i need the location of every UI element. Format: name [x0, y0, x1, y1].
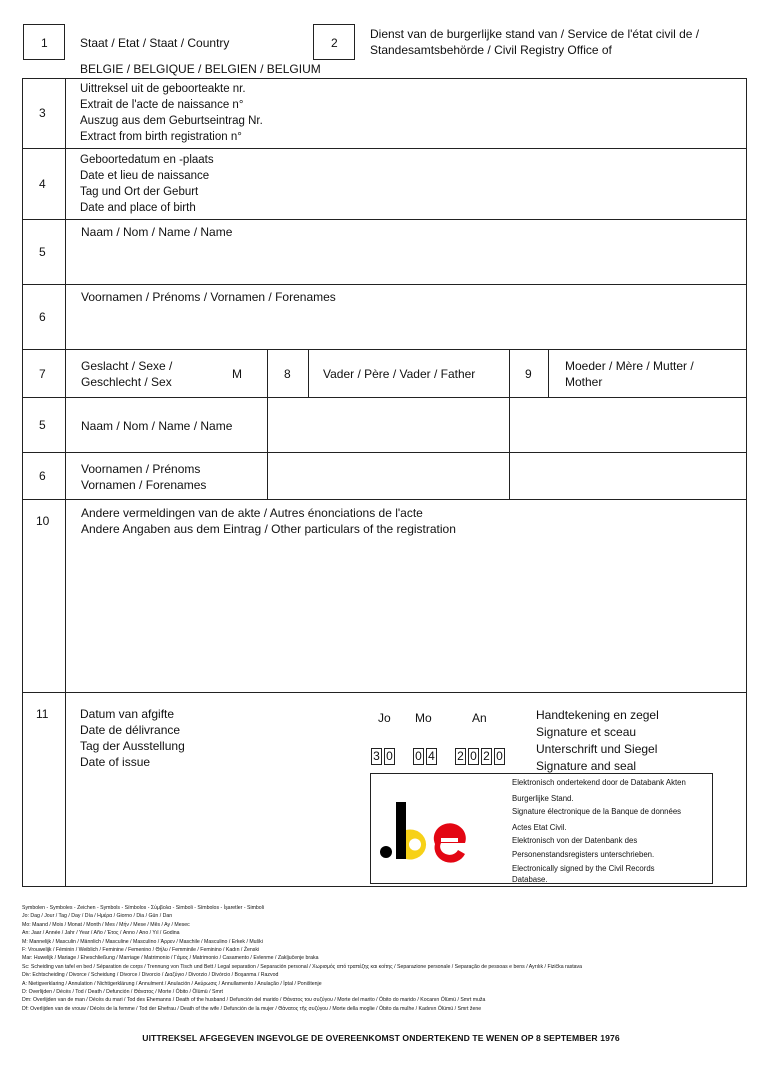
field-number: 5 — [39, 245, 46, 259]
box-1 — [23, 24, 65, 60]
label-line: Vornamen / Forenames — [81, 478, 207, 492]
birth-date-place-label — [80, 152, 214, 216]
row-divider — [22, 349, 747, 350]
esig-line: Database. — [512, 875, 548, 885]
column-divider — [267, 349, 268, 499]
row-divider — [22, 452, 747, 453]
legend-line: Symbolen - Symboles - Zeichen - Symbols - Símbolos - Σύμβολα - Simboli - Símbolos - İşaretler - Simboli — [22, 905, 265, 911]
field-number: 6 — [39, 469, 46, 483]
legend-line: Dm: Overlijden van de man / Décès du mari / Tod des Ehemanns / Death of the husband / Defunción del marido / Θάνατος του συζύγου / Morte del marito / Óbito do marido / Kocanın Ölümü / Smrt muža — [22, 997, 486, 1004]
legend-line: M: Mannelijk / Masculin / Männlich / Masculine / Masculino / Άρρεν / Maschile / Masculino / Erkek / Muški — [22, 938, 263, 945]
number-column-divider — [65, 78, 66, 887]
signature-label — [536, 707, 659, 775]
field-number: 10 — [36, 514, 50, 528]
legend-line: An: Jaar / Année / Jahr / Year / Año / Έτος / Anno / Ano / Yıl / Godina — [22, 930, 180, 937]
esig-line: Actes Etat Civil. — [512, 822, 567, 832]
legend-line: Jo: Dag / Jour / Tag / Day / Día / Ημέρα / Giorno / Dia / Gün / Dan — [22, 913, 173, 920]
legend-line: Sc: Scheiding van tafel en bed / Séparation de corps / Trennung von Tisch und Bett / Legal separation / Separación personal / Χωρισμός από τραπέζης και κοίτης / Separazione personale / Separação de pessoas e bens / Ayrılık / Fizička rastava — [22, 963, 583, 970]
field-number: 11 — [36, 707, 49, 721]
esig-line: Burgerlijke Stand. — [512, 793, 574, 803]
day-digit: 3 — [371, 748, 382, 765]
month-digit: 4 — [426, 748, 437, 765]
field-number: 9 — [525, 367, 532, 381]
esig-line: Electronically signed by the Civil Records — [512, 863, 655, 873]
label-line: Uittreksel uit de geboorteakte nr. — [80, 83, 246, 95]
legend-line: F: Vrouwelijk / Féminin / Weiblich / Feminine / Femenino / Θήλυ / Femminile / Feminino / Kadın / Ženski — [22, 947, 260, 954]
label-line: Andere Angaben aus dem Eintrag / Other particulars of the registration — [81, 522, 456, 536]
label-line: Datum van afgifte — [80, 707, 175, 721]
label-line: Handtekening en zegel — [536, 708, 659, 722]
row-divider — [22, 219, 747, 220]
esig-line: Signature électronique de la Banque de données — [512, 807, 682, 817]
column-divider — [308, 349, 309, 397]
country-value: BELGIE / BELGIQUE / BELGIEN / BELGIUM — [80, 62, 321, 76]
year-digit: 0 — [494, 748, 505, 765]
year-label: An — [472, 711, 487, 725]
field-number: 4 — [39, 177, 46, 191]
label-line: Extract from birth registration n° — [80, 131, 242, 143]
label-line: Voornamen / Prénoms — [81, 462, 201, 476]
column-divider — [509, 349, 510, 499]
field-number: 1 — [41, 36, 48, 50]
label-line: Date de délivrance — [80, 723, 181, 737]
country-label: Staat / Etat / Staat / Country — [80, 36, 230, 50]
office-label-line1: Dienst van de burgerlijke stand van / Service de l'état civil de / — [370, 27, 700, 41]
legend-line: Mo: Maand / Mois / Monat / Month / Mes / Μήν / Mese / Mês / Ay / Mesec — [22, 921, 190, 928]
electronic-signature-text — [512, 776, 712, 884]
field-number: 2 — [331, 36, 338, 50]
label-line: Mother — [565, 375, 603, 389]
legend-line: D: Overlijden / Décès / Tod / Death / Defunción / Θάνατος / Morte / Óbito / Ölümü / Smrt — [22, 989, 223, 996]
field-number: 3 — [39, 106, 46, 120]
label-line: Tag und Ort der Geburt — [80, 186, 199, 198]
label-line: Date et lieu de naissance — [80, 170, 210, 182]
label-line: Signature and seal — [536, 759, 637, 773]
row-divider — [22, 397, 747, 398]
row-divider — [22, 284, 747, 285]
symbols-legend — [22, 904, 582, 1013]
label-line: Geboortedatum en -plaats — [80, 154, 214, 166]
esig-line: Elektronisch von der Datenbank des — [512, 836, 638, 846]
month-digit: 0 — [413, 748, 424, 765]
label-line: Tag der Ausstellung — [80, 739, 185, 753]
label-line: Signature et sceau — [536, 725, 637, 739]
other-particulars-label — [81, 505, 456, 537]
be-logo — [379, 796, 477, 866]
sex-label — [81, 358, 172, 390]
row-divider — [22, 148, 747, 149]
day-digit: 0 — [384, 748, 395, 765]
label-line: Auszug aus dem Geburtseintrag Nr. — [80, 115, 263, 127]
parent-forenames-label — [81, 461, 206, 493]
field-number: 7 — [39, 367, 46, 381]
column-divider — [548, 349, 549, 397]
field-number: 6 — [39, 310, 46, 324]
sex-value: M — [232, 367, 242, 381]
date-of-issue-label — [80, 706, 185, 770]
legend-line: A: Nietigverklaring / Annulation / Nichtigerklärung / Annulment / Anulación / Ακύρωσις / Annullamento / Anulação / İptal / Poništenje — [22, 980, 322, 987]
legend-line: Df: Overlijden van de vrouw / Décès de la femme / Tod der Ehefrau / Death of the wife / Defunción de la mujer / Θάνατος τῆς συζύγου / Morte della moglie / Óbito da mulhe / Kadının Ölümü / Smrt žene — [22, 1005, 482, 1012]
label-line: Date and place of birth — [80, 202, 196, 214]
parent-name-label: Naam / Nom / Name / Name — [81, 419, 233, 433]
name-label: Naam / Nom / Name / Name — [81, 225, 233, 239]
year-digit: 2 — [481, 748, 492, 765]
year-digit: 2 — [455, 748, 466, 765]
label-line: Geschlecht / Sex — [81, 375, 172, 389]
field-number: 5 — [39, 418, 46, 432]
label-line: Moeder / Mère / Mutter / — [565, 359, 694, 373]
be-logo-graphic — [379, 796, 477, 866]
office-label-line2: Standesamtsbehörde / Civil Registry Office of — [370, 43, 612, 57]
father-label: Vader / Père / Vader / Father — [323, 367, 476, 381]
box-2 — [313, 24, 355, 60]
esig-line: Personenstandsregisters unterschrieben. — [512, 849, 655, 859]
year-digit: 0 — [468, 748, 479, 765]
field-number: 8 — [284, 367, 291, 381]
legend-line: Mar: Huwelijk / Mariage / Eheschließung / Marriage / Matrimonio / Γάμος / Matrimonio / Casamento / Evlenme / Zaključenje braka — [22, 955, 319, 962]
label-line: Unterschrift und Siegel — [536, 742, 658, 756]
row-divider — [22, 692, 747, 693]
label-line: Andere vermeldingen van de akte / Autres énonciations de l'acte — [81, 506, 423, 520]
electronic-signature-box — [370, 773, 713, 884]
forenames-label: Voornamen / Prénoms / Vornamen / Forenames — [81, 290, 336, 304]
label-line: Extrait de l'acte de naissance n° — [80, 99, 244, 111]
label-line: Date of issue — [80, 755, 151, 769]
day-label: Jo — [378, 711, 391, 725]
extract-label — [80, 81, 263, 145]
esig-line: Elektronisch ondertekend door de Databank Akten — [512, 778, 686, 787]
row-divider — [22, 499, 747, 500]
footer-text: UITTREKSEL AFGEGEVEN INGEVOLGE DE OVEREENKOMST ONDERTEKEND TE WENEN OP 8 SEPTEMBER 1976 — [142, 1033, 620, 1043]
month-label: Mo — [415, 711, 432, 725]
legend-line: Div: Echtscheiding / Divorce / Scheidung / Divorce / Divorcio / Διαζύγιο / Divorzio / Divórcio / Boşanma / Razvod — [22, 972, 279, 979]
label-line: Geslacht / Sexe / — [81, 359, 173, 373]
mother-label — [565, 358, 694, 390]
